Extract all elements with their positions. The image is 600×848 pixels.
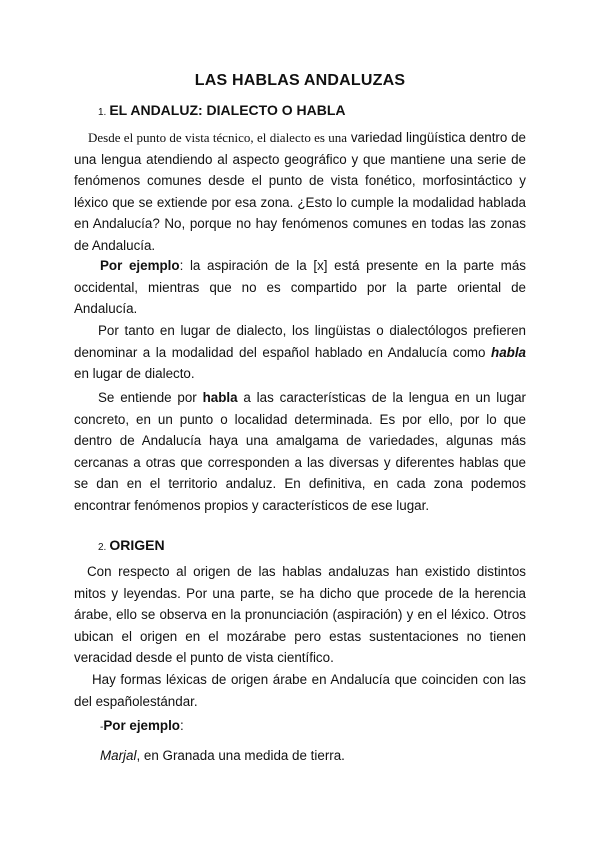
section-2-heading [98, 537, 165, 553]
example-line [100, 715, 520, 739]
example-word: Marjal [100, 748, 137, 763]
section-1-paragraph-1 [74, 127, 526, 257]
paragraph-text-run: Hay formas léxicas de origen árabe en Andalucía que coinciden con las del españolestándar. [74, 672, 526, 709]
section-1-paragraph-3 [74, 320, 526, 385]
paragraph-text-run: a las características de la lengua en un lugar concreto, en un punto o localidad determinada. Es por ello, por lo que dentro de Andalucía haya una amalgama de variedades, algunas más cercanas a otras que corresponden a las diversas y diferentes hablas que se dan en el territorio andaluz. En definitiva, en cada zona podemos encontrar fenómenos propios y característicos de ese lugar. [74, 390, 526, 513]
paragraph-text-run: variedad lingüística dentro de una lengua atendiendo al aspecto geográfico y que mantiene una serie de fenómenos comunes desde el punto de vista fonético, morfosintáctico y léxico que se extiende por esa zona. ¿Esto lo cumple la modalidad hablada en Andalucía? No, porque no hay fenómenos comunes en todas las zonas de Andalucía. [74, 130, 527, 253]
example-label: Por ejemplo [103, 718, 180, 733]
paragraph-text-run: Se entiende por [98, 390, 203, 405]
section-2-paragraph-1 [74, 561, 526, 669]
example-entry [100, 745, 520, 767]
example-definition: , en Granada una medida de tierra. [136, 748, 345, 763]
document-title: LAS HABLAS ANDALUZAS [194, 72, 406, 89]
bullet-marker: - [100, 722, 104, 733]
section-1-paragraph-2 [74, 255, 526, 320]
paragraph-text-run: : la aspiración de la [x] está presente en la parte más occidental, mientras que no es compartido por la parte oriental de Andalucía. [74, 258, 526, 317]
section-2-heading-text: ORIGEN [109, 537, 165, 553]
example-colon: : [180, 718, 184, 733]
section-1-number: 1. [98, 107, 107, 118]
section-2-paragraph-2 [74, 669, 526, 712]
paragraph-text-run: Con respecto al origen de las hablas andaluzas han existido distintos mitos y leyendas. Por una parte, se ha dicho que procede de la herencia árabe, ello se observa en la pronunciación (aspiración) y en el léxico. Otros ubican el origen en el mozárabe pero estas sustentaciones no tienen veracidad desde el punto de vista científico. [74, 564, 526, 666]
paragraph-text-run: en lugar de dialecto. [74, 366, 195, 382]
section-1-heading-text: EL ANDALUZ: DIALECTO O HABLA [109, 102, 346, 118]
example-label: Por ejemplo [100, 258, 180, 273]
bold-habla: habla [202, 390, 238, 405]
section-1-heading [98, 102, 346, 118]
section-2-number: 2. [98, 542, 107, 553]
emphasis-habla: habla [491, 344, 526, 360]
paragraph-text-run: Por tanto en lugar de dialecto, los lingüistas o dialectólogos prefieren denominar a la modalidad del español hablado en Andalucía como [74, 323, 526, 360]
paragraph-serif-run: Desde el punto de vista técnico, el dialecto es una [88, 130, 348, 145]
section-1-paragraph-4 [74, 387, 526, 517]
